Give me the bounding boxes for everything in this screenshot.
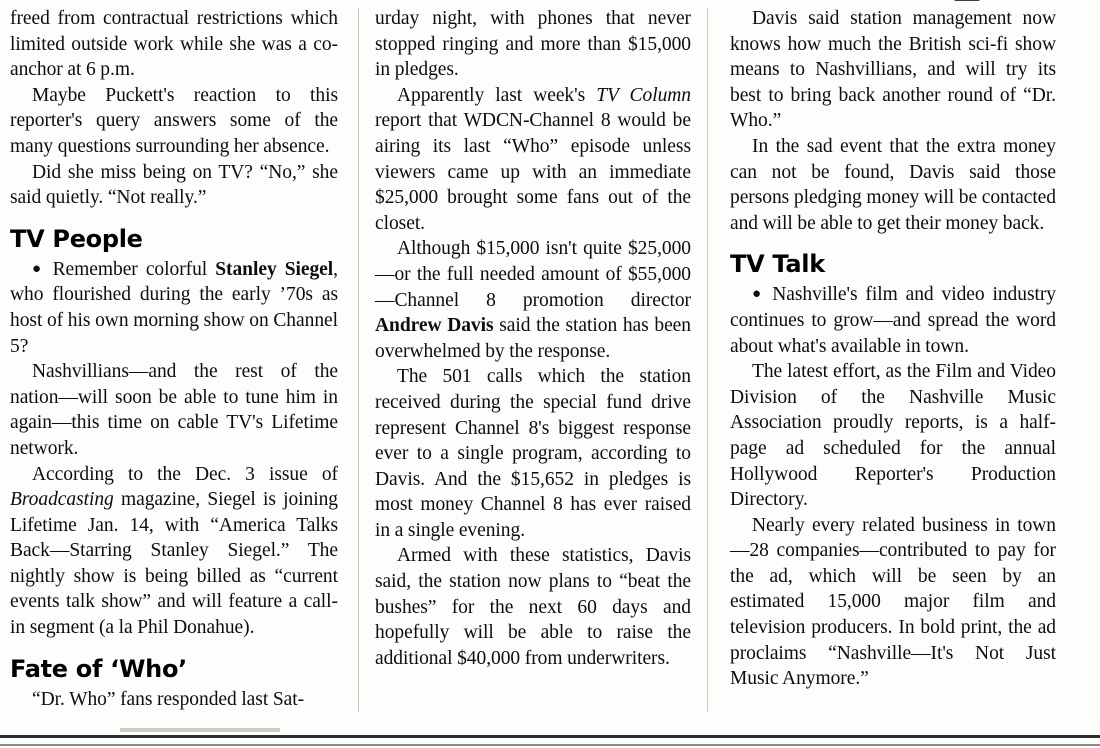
article-column-1 xyxy=(10,6,358,722)
bottom-rule-secondary xyxy=(0,744,1100,746)
print-smudge xyxy=(120,728,280,732)
paragraph: The 501 calls which the station received during the special fund drive represent Channel 8's biggest response ever to a single program, according to Davis. And the $15,652 in pledges is most money Channel 8 has ever raised in a single evening. xyxy=(375,366,691,541)
page-top-mark xyxy=(954,0,980,1)
paragraph: Davis said station management now knows how much the British sci-fi show means to Nashvillians, and will try its best to bring back another round of “Dr. Who.” xyxy=(730,8,1056,132)
paragraph: “Dr. Who” fans responded last Sat- xyxy=(32,688,305,710)
section-heading-tv-people: TV People xyxy=(10,224,143,253)
paragraph-film-video xyxy=(730,282,1056,359)
paragraph-stanley-siegel xyxy=(10,257,338,359)
text-run: Apparently last week's xyxy=(397,84,597,106)
paragraph: Did she miss being on TV? “No,” she said quietly. “Not really.” xyxy=(10,161,338,209)
paragraph: Nearly every related business in town—28 companies—contributed to pay for the ad, which will be seen by an estimated 15,000 major film and television producers. In bold print, the ad proclaims “Nashville—It's Not Just Music Anymore.” xyxy=(730,514,1056,690)
bullet-icon: ● xyxy=(32,260,45,277)
section-heading-tv-talk: TV Talk xyxy=(730,250,825,279)
text-run-italic: TV Column xyxy=(596,84,691,106)
paragraph: urday night, with phones that never stopped ringing and more than $15,000 in pledges. xyxy=(375,8,691,81)
paragraph: freed from contractual restrictions which limited outside work while she was a co-anchor at 6 p.m. xyxy=(10,8,338,81)
paragraph: In the sad event that the extra money can not be found, Davis said those persons pledging money will be contacted and will be able to get their money back. xyxy=(730,135,1056,234)
text-run: According to the Dec. 3 issue of xyxy=(32,463,338,485)
paragraph-broadcasting xyxy=(10,462,338,641)
paragraph: Armed with these statistics, Davis said, the station now plans to “beat the bushes” for the next 60 days and hopefully will be able to raise the additional $40,000 from underwriters. xyxy=(375,545,691,669)
text-run: magazine, Siegel is joining Lifetime Jan. 14, with “America Talks Back—Starring Stanley Siegel.” The nightly show is being billed as “current events talk show” and will feature a call-in segment (a la Phil Donahue). xyxy=(10,489,338,639)
text-run-bold: Stanley Siegel xyxy=(215,258,334,280)
paragraph-andrew-davis xyxy=(375,236,691,364)
paragraph: The latest effort, as the Film and Video Division of the Nashville Music Association proudly reports, is a half-page ad scheduled for the annual Hollywood Reporter's Production Directory. xyxy=(730,361,1056,511)
bullet-icon: ● xyxy=(752,286,765,303)
text-run: said the station has been overwhelmed by the response. xyxy=(375,315,691,362)
article-column-3 xyxy=(708,6,1056,722)
paragraph-tv-column xyxy=(375,83,691,237)
text-run-bold: Andrew Davis xyxy=(375,315,494,337)
text-run: , who flourished during the early ’70s as host of his own morning show on Channel 5? xyxy=(10,258,338,357)
paragraph: Maybe Puckett's reaction to this reporter's query answers some of the many questions surrounding her absence. xyxy=(10,84,338,157)
text-run: Remember colorful xyxy=(52,258,216,280)
section-heading-fate-of-who: Fate of ‘Who’ xyxy=(10,654,187,683)
text-run-italic: Broadcasting xyxy=(10,489,114,511)
paragraph: Nashvillians—and the rest of the nation—will soon be able to tune him in again—this time on cable TV's Lifetime network. xyxy=(10,361,338,459)
bottom-rule xyxy=(0,735,1100,738)
article-column-2 xyxy=(359,6,707,722)
text-run: Nashville's film and video industry continues to grow—and spread the word about what's available in town. xyxy=(730,284,1057,357)
text-run: Although $15,000 isn't quite $25,000—or the full needed amount of $55,000—Channel 8 promotion director xyxy=(375,238,691,311)
article-columns xyxy=(10,6,1090,722)
text-run: report that WDCN-Channel 8 would be airing its last “Who” episode unless viewers came up with an immediate $25,000 brought some fans out of the closet. xyxy=(375,110,691,234)
